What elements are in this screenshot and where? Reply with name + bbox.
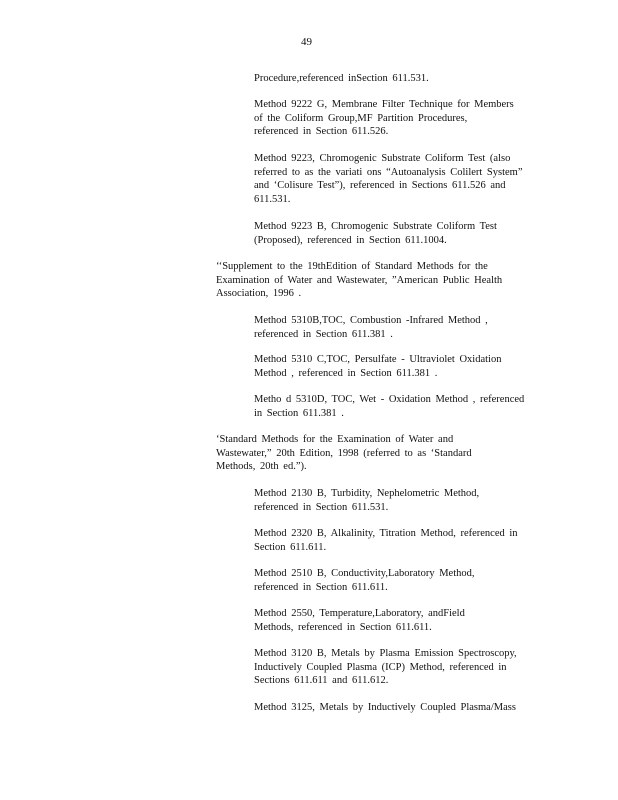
text-line: Methods, 20th ed.”). bbox=[216, 461, 307, 472]
text-line: (Proposed), referenced in Section 611.1004. bbox=[254, 234, 447, 246]
text-line: 611.531. bbox=[254, 193, 291, 205]
text-line: Method , referenced in Section 611.381 . bbox=[254, 367, 438, 379]
text-line: Metho d 5310D, TOC, Wet - Oxidation Method , referenced bbox=[254, 394, 525, 405]
paragraph-method-3120-b bbox=[254, 647, 540, 688]
text-line: Inductively Coupled Plasma (ICP) Method, referenced in bbox=[254, 661, 507, 673]
paragraph-method-5310c bbox=[254, 353, 540, 380]
text-line: of the Coliform Group,MF Partition Procedures, bbox=[254, 112, 468, 124]
text-line: referenced in Section 611.381 . bbox=[254, 328, 393, 340]
text-line: referenced in Section 611.611. bbox=[254, 581, 388, 593]
text-line: referred to as the variati ons “Autoanalysis Colilert System” bbox=[254, 166, 523, 178]
text-line: and ‘Colisure Test”), referenced in Sections 611.526 and bbox=[254, 180, 506, 191]
paragraph-method-2320-b bbox=[254, 527, 540, 554]
paragraph-supplement-19th-edition bbox=[216, 260, 510, 301]
paragraph-method-2510-b bbox=[254, 567, 540, 594]
paragraph-standard-methods-20th bbox=[216, 433, 510, 474]
text-line: Method 9222 G, Membrane Filter Technique for Members bbox=[254, 99, 514, 110]
page-number: 49 bbox=[301, 36, 312, 48]
text-line: Method 2320 B, Alkalinity, Titration Method, referenced in bbox=[254, 528, 518, 539]
paragraph-method-2130-b bbox=[254, 487, 540, 514]
text-line: in Section 611.381 . bbox=[254, 407, 344, 419]
text-line: Wastewater,” 20th Edition, 1998 (referred to as ‘Standard bbox=[216, 447, 472, 459]
paragraph-method-5310d bbox=[254, 393, 540, 420]
text-line: Association, 1996 . bbox=[216, 288, 302, 299]
text-line: Sections 611.611 and 611.612. bbox=[254, 675, 389, 686]
paragraph-procedure-referenced bbox=[254, 72, 540, 86]
text-line: Method 2550, Temperature,Laboratory, andField bbox=[254, 608, 465, 619]
text-line: Method 3120 B, Metals by Plasma Emission Spectroscopy, bbox=[254, 648, 517, 659]
text-line: Method 3125, Metals by Inductively Coupled Plasma/Mass bbox=[254, 702, 516, 713]
text-line: Methods, referenced in Section 611.611. bbox=[254, 621, 432, 633]
paragraph-method-2550 bbox=[254, 607, 540, 634]
text-line: ‘Standard Methods for the Examination of Water and bbox=[216, 434, 454, 445]
text-line: Procedure,referenced inSection 611.531. bbox=[254, 73, 429, 84]
text-line: ‘‘Supplement to the 19thEdition of Standard Methods for the bbox=[216, 261, 488, 272]
text-line: Method 5310 C,TOC, Persulfate - Ultraviolet Oxidation bbox=[254, 354, 502, 365]
text-line: referenced in Section 611.526. bbox=[254, 126, 389, 137]
paragraph-method-9222-g bbox=[254, 98, 540, 139]
paragraph-method-9223-b bbox=[254, 220, 540, 247]
text-line: Method 9223, Chromogenic Substrate Coliform Test (also bbox=[254, 153, 511, 164]
text-line: Method 2510 B, Conductivity,Laboratory Method, bbox=[254, 568, 475, 579]
paragraph-method-3125 bbox=[254, 701, 540, 715]
paragraph-method-5310b bbox=[254, 314, 540, 341]
text-line: Method 2130 B, Turbidity, Nephelometric Method, bbox=[254, 488, 480, 499]
text-line: referenced in Section 611.531. bbox=[254, 501, 389, 513]
text-line: Method 9223 B, Chromogenic Substrate Coliform Test bbox=[254, 221, 497, 232]
text-line: Examination of Water and Wastewater, ”American Public Health bbox=[216, 274, 503, 286]
text-line: Method 5310B,TOC, Combustion -Infrared Method , bbox=[254, 315, 488, 326]
paragraph-method-9223 bbox=[254, 152, 540, 206]
text-line: Section 611.611. bbox=[254, 541, 327, 553]
